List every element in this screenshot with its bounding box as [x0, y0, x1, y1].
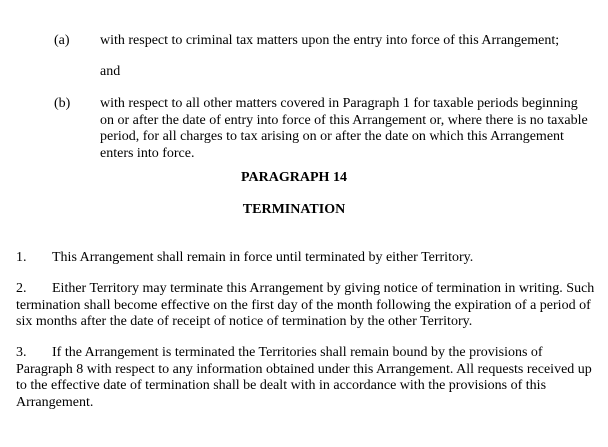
item-b-text: with respect to all other matters covered in Paragraph 1 for taxable periods beginning on or after the date of entry into force of this Arrangement or, where there is no taxable period, for all charges to tax arising on or after the date on which this Arrangement enters into force.	[100, 96, 588, 161]
conjunction-and: and	[100, 64, 121, 79]
paragraph-2-text: Either Territory may terminate this Arrangement by giving notice of termination in writing. Such termination shall become effective on the first day of the month following the expiration of a period of six months after the date of receipt of notice of termination by the other Territory.	[16, 281, 595, 329]
paragraph-2	[16, 281, 602, 331]
paragraph-2-number: 2.	[16, 281, 27, 296]
paragraph-1-text: This Arrangement shall remain in force until terminated by either Territory.	[52, 250, 474, 265]
paragraph-3-number: 3.	[16, 345, 27, 360]
paragraph-1-number: 1.	[16, 250, 27, 265]
item-b-label: (b)	[54, 96, 71, 111]
paragraph-1	[16, 250, 602, 267]
paragraph-3-text: If the Arrangement is terminated the Territories shall remain bound by the provisions of Paragraph 8 with respect to any information obtained under this Arrangement. All requests received up to the effective date of termination shall be dealt with in accordance with the provisions of this Arrangement.	[16, 345, 592, 410]
paragraph-heading: PARAGRAPH 14	[241, 170, 347, 185]
item-a-text: with respect to criminal tax matters upon the entry into force of this Arrangement;	[100, 33, 560, 48]
paragraph-3	[16, 345, 602, 411]
section-title: TERMINATION	[242, 202, 346, 217]
item-a-label: (a)	[54, 33, 70, 48]
